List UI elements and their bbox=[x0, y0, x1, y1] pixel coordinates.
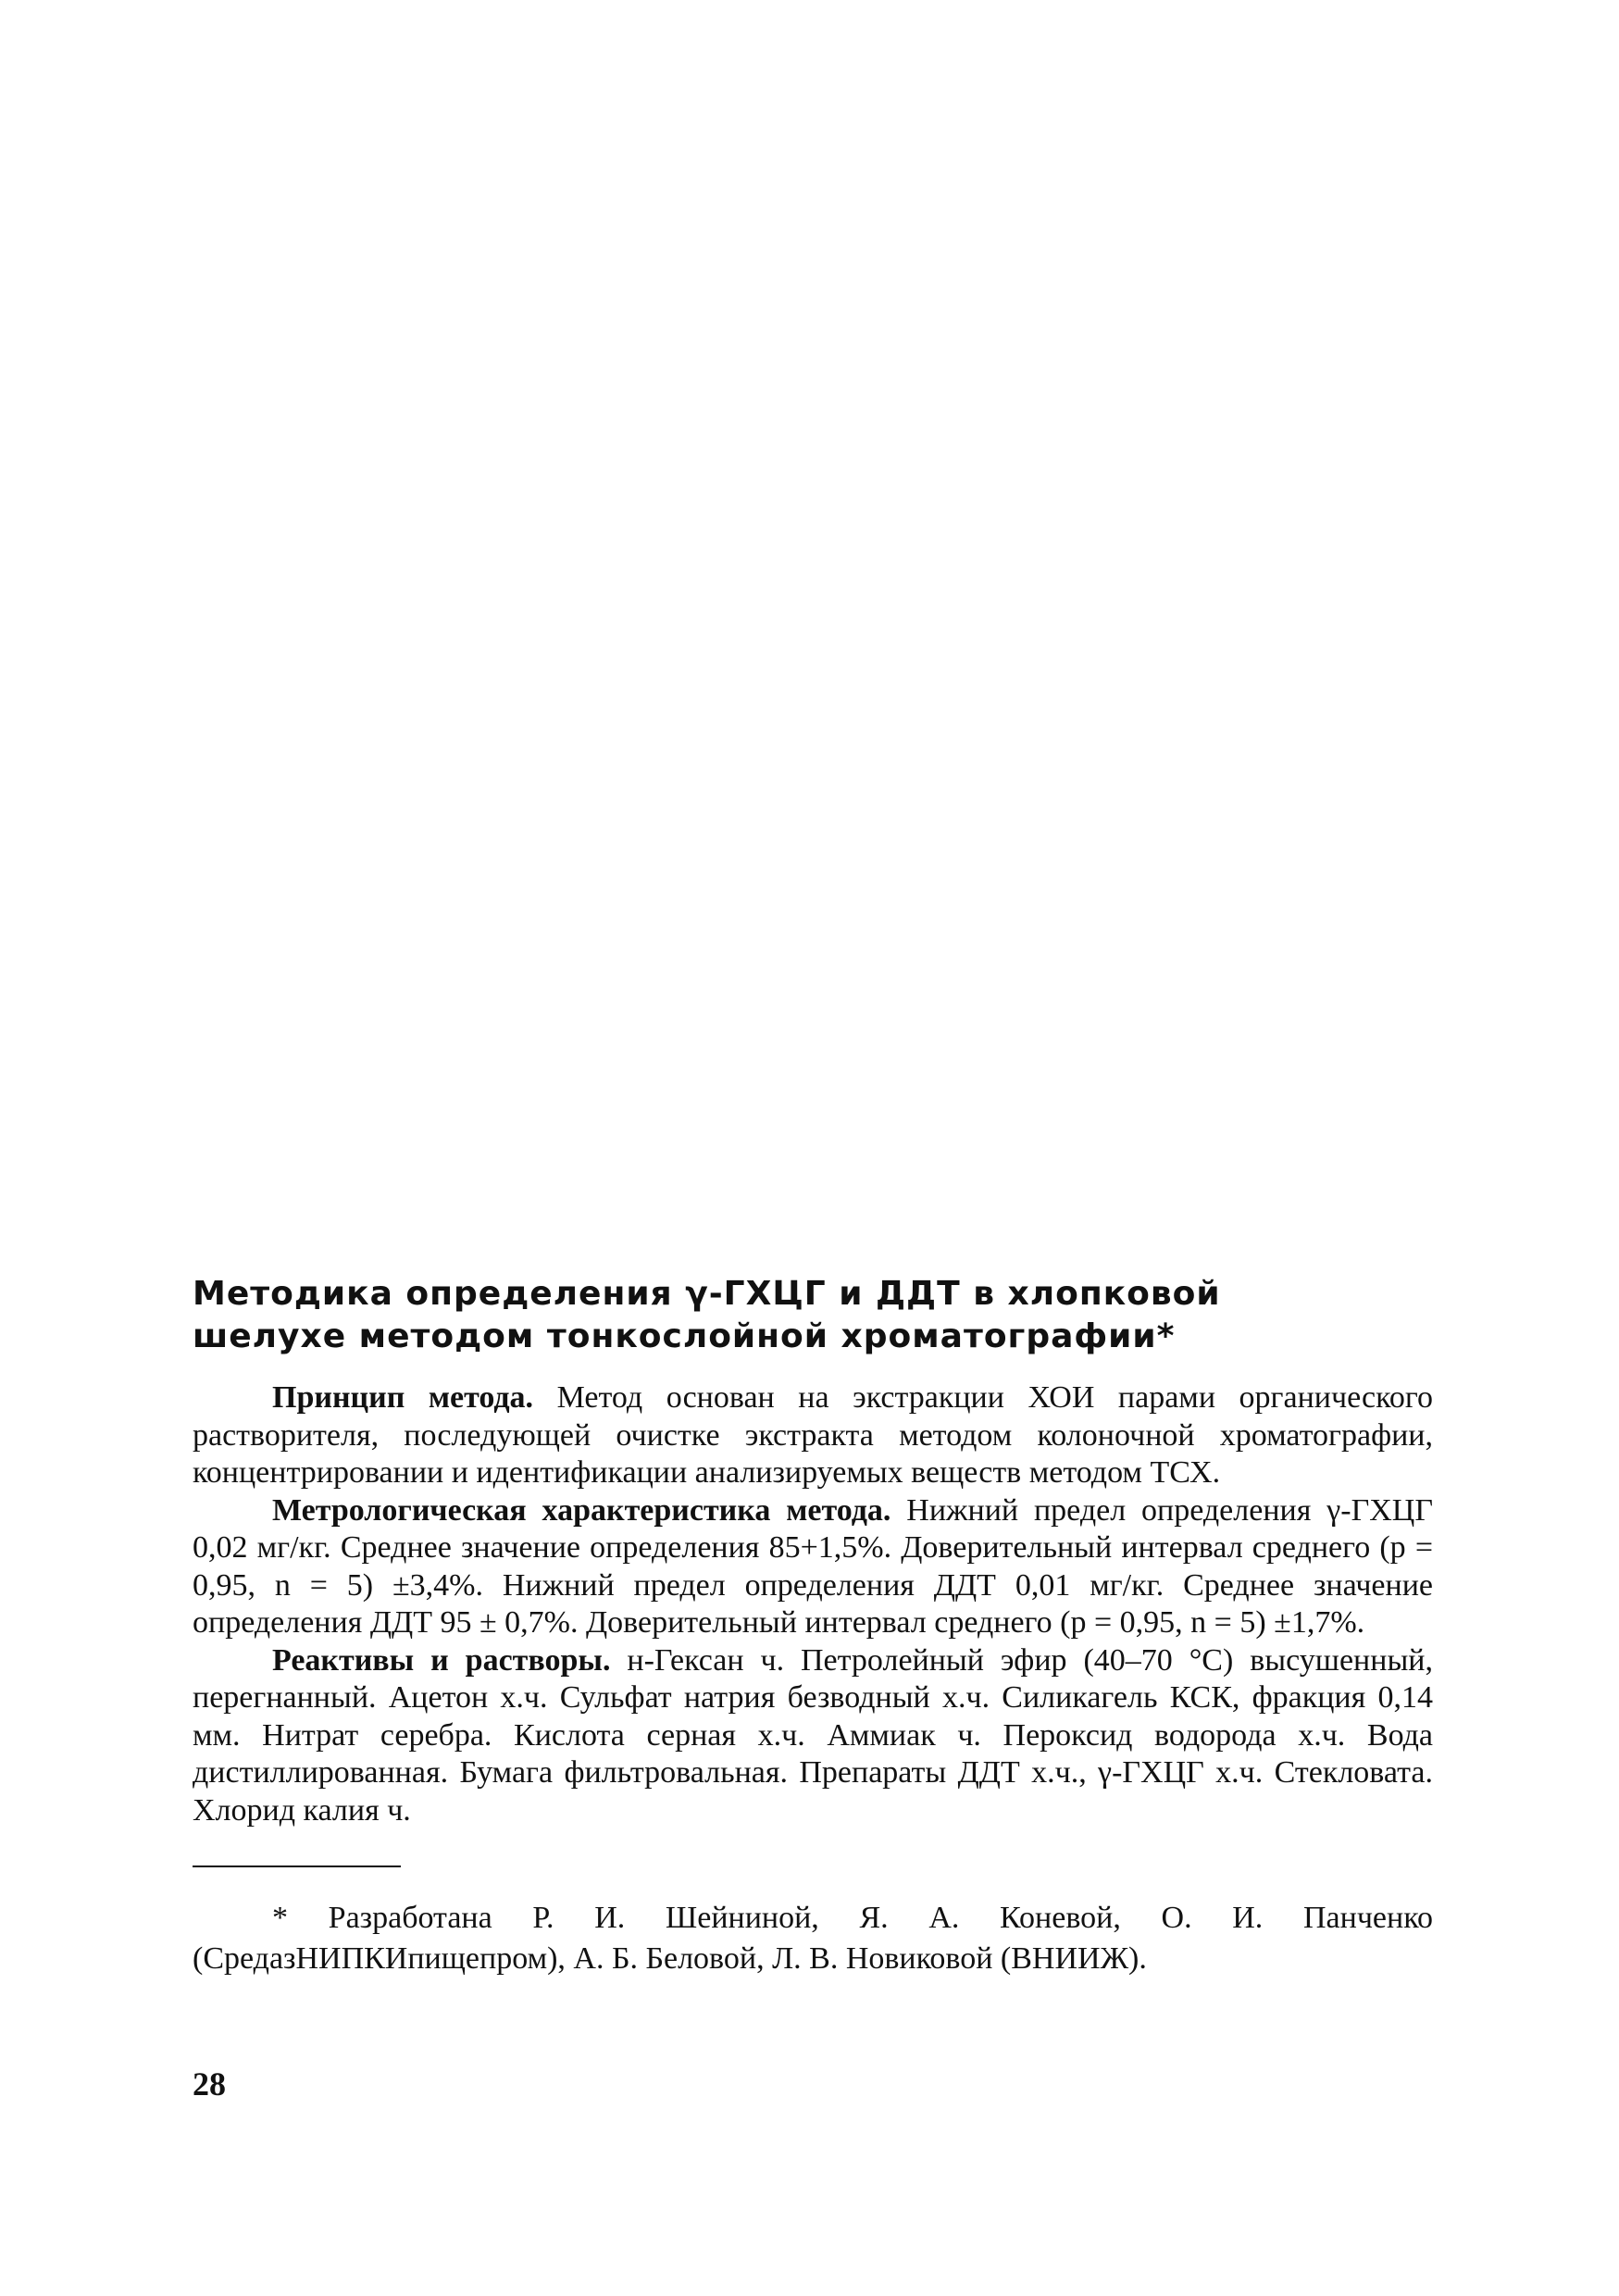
section-title-line-2: шелухе методом тонкослойной хроматографии* bbox=[193, 1317, 1176, 1355]
paragraph-text: н-Гексан ч. Петролейный эфир (40–70 °С) высушенный, перегнанный. Ацетон х.ч. Сульфат натрия безводный х.ч. Силикагель КСК, фракция 0,14 мм. Нитрат серебра. Кислота серная х.ч. Аммиак ч. Пероксид водорода х.ч. Вода дистиллированная. Бумага фильтровальная. Препараты ДДТ х.ч., γ-ГХЦГ х.ч. Стекловата. Хлорид калия ч. bbox=[193, 1642, 1433, 1828]
paragraph-principle bbox=[193, 1379, 1433, 1492]
body-text bbox=[193, 1379, 1433, 1829]
section-title-line-1: Методика определения γ-ГХЦГ и ДДТ в хлопковой bbox=[193, 1275, 1221, 1313]
paragraph-text: Метод основан на экстракции ХОИ парами органического растворителя, последующей очистке экстракта методом колоночной хроматографии, концентрировании и идентификации анализируемых веществ методом ТСХ. bbox=[193, 1380, 1433, 1490]
paragraph-text: Нижний предел определения γ-ГХЦГ 0,02 мг/кг. Среднее значение определения 85+1,5%. Доверительный интервал среднего (p = 0,95, n = 5) ±3,4%. Нижний предел определения ДДТ 0,01 мг/кг. Среднее значение определения ДДТ 95 ± 0,7%. Доверительный интервал среднего (p = 0,95, n = 5) ±1,7%. bbox=[193, 1492, 1433, 1640]
paragraph-lead: Метрологическая характеристика метода. bbox=[272, 1492, 891, 1528]
section-title bbox=[193, 1273, 1221, 1358]
paragraph-lead: Принцип метода. bbox=[272, 1380, 534, 1415]
paragraph-reagents bbox=[193, 1642, 1433, 1830]
page-number: 28 bbox=[193, 2065, 226, 2103]
footnote: * Разработана Р. И. Шейниной, Я. А. Коневой, О. И. Панченко (СредазНИПКИпищепром), А. Б. Беловой, Л. В. Новиковой (ВНИИЖ). bbox=[193, 1901, 1433, 1976]
paragraph-metrology bbox=[193, 1492, 1433, 1642]
paragraph-lead: Реактивы и растворы. bbox=[272, 1642, 611, 1678]
footnote-divider bbox=[193, 1866, 401, 1867]
